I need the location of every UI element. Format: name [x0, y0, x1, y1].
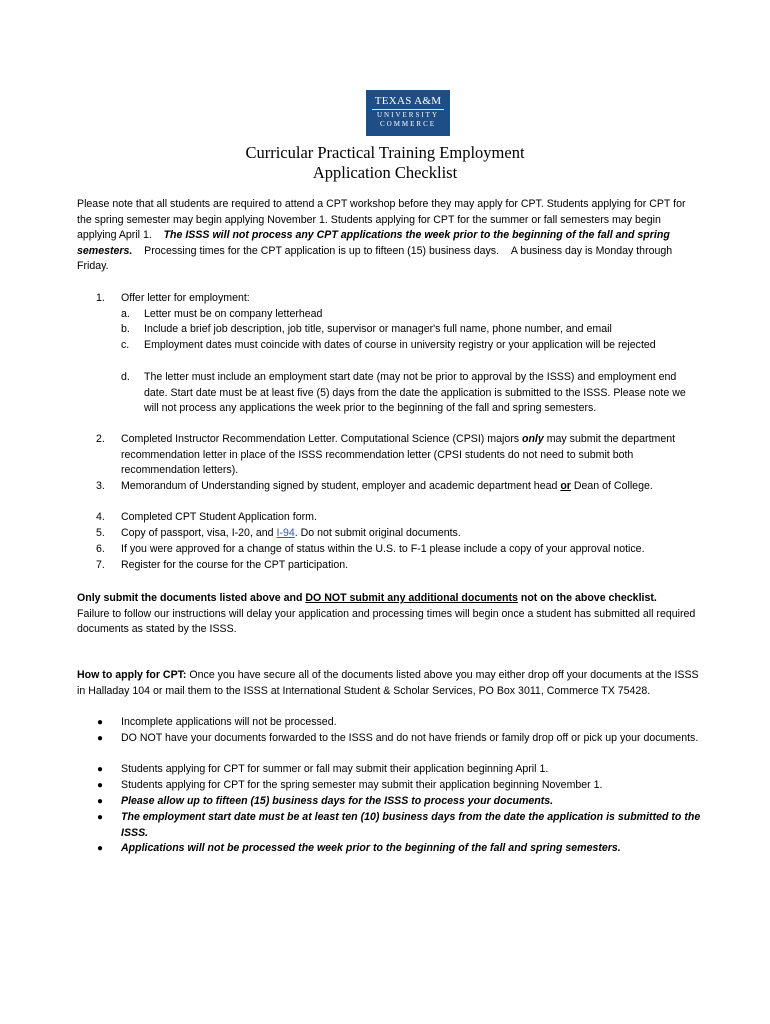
bullet-icon: ● [97, 796, 104, 807]
item-3-part-b: Dean of College. [573, 480, 653, 492]
bullet-icon: ● [97, 733, 104, 744]
logo-line-1: TEXAS A&M [374, 95, 442, 107]
how-to-paragraph [77, 668, 702, 699]
intro-warning: The ISSS will not process any CPT applications the week prior to the beginning of the fall and spring semesters. [77, 229, 670, 257]
notice-bold-1: Only submit the documents listed above and [77, 592, 303, 604]
document-subtitle: Application Checklist [312, 163, 458, 182]
item-3-emphasis: or [560, 480, 571, 492]
item-3-text [121, 479, 701, 495]
item-4-text: Completed CPT Student Application form. [121, 511, 317, 523]
intro-processing: Processing times for the CPT application is up to fifteen (15) business days. [144, 244, 500, 257]
sub-a-text: Letter must be on company letterhead [144, 308, 323, 320]
item-1-number: 1. [96, 292, 105, 304]
notice-bold-underline: DO NOT submit any additional documents [305, 592, 518, 604]
item-5-part-a: Copy of passport, visa, I-20, and [121, 527, 274, 539]
how-to-text: Once you have secure all of the documents listed above you may either drop off your documents at the ISSS in Halladay 104 or mail them to the ISSS at International Student & Scholar Services, PO Box 3011, Commerce TX 75428. [77, 669, 699, 697]
item-2-part-a: Completed Instructor Recommendation Letter. Computational Science (CPSI) majors [121, 433, 520, 445]
bullet-icon: ● [97, 717, 104, 728]
bullet-1-text: Incomplete applications will not be processed. [121, 716, 337, 728]
item-2-part-b: may submit the department recommendation letter in place of the ISSS recommendation letter (CPSI students do not need to submit both recommendation letters). [121, 433, 676, 477]
bullet-5-text: Please allow up to fifteen (15) business days for the ISSS to process your documents. [121, 795, 554, 807]
item-7-text: Register for the course for the CPT participation. [121, 559, 349, 571]
item-6-text: If you were approved for a change of status within the U.S. to F-1 please include a copy of your approval notice. [121, 543, 645, 555]
item-2-emphasis: only [521, 433, 544, 445]
item-7-number: 7. [96, 559, 105, 571]
notice-text: Failure to follow our instructions will delay your application and processing times will begin once a student has submitted all required documents as stated by the ISSS. [77, 607, 696, 636]
document-title: Curricular Practical Training Employment [245, 143, 525, 162]
item-2-text [121, 432, 701, 479]
item-5-part-b: . Do not submit original documents. [294, 527, 461, 539]
sub-b-text: Include a brief job description, job title, supervisor or manager's full name, phone number, and email [144, 323, 612, 335]
bullet-7-text: Applications will not be processed the week prior to the beginning of the fall and spring semesters. [121, 842, 621, 854]
university-logo [366, 90, 450, 136]
how-to-label: How to apply for CPT: [77, 669, 187, 681]
bullet-icon: ● [97, 780, 104, 791]
sub-a-letter: a. [121, 308, 130, 320]
notice-paragraph [77, 591, 702, 638]
sub-c-letter: c. [121, 339, 130, 351]
bullet-4-text: Students applying for CPT for the spring semester may submit their application beginning November 1. [121, 779, 603, 791]
logo-line-3: COMMERCE [379, 120, 437, 128]
sub-c-text: Employment dates must coincide with dates of course in university registry or your application will be rejected [144, 339, 656, 351]
intro-paragraph [77, 197, 699, 275]
intro-business-day: A business day is Monday through Friday. [77, 244, 673, 273]
logo-divider [372, 109, 444, 110]
item-3-number: 3. [96, 480, 105, 492]
notice-bold-2: not on the above checklist. [520, 592, 657, 604]
bullet-icon: ● [97, 843, 104, 854]
bullet-6-text: The employment start date must be at least ten (10) business days from the date the application is submitted to the ISSS. [121, 811, 701, 839]
bullet-2-text: DO NOT have your documents forwarded to the ISSS and do not have friends or family drop off or pick up your documents. [121, 732, 699, 744]
item-5-text [121, 526, 701, 542]
item-4-number: 4. [96, 511, 105, 523]
bullet-icon: ● [97, 764, 104, 775]
item-1-text: Offer letter for employment: [121, 292, 250, 304]
bullet-3-text: Students applying for CPT for summer or fall may submit their application beginning April 1. [121, 763, 549, 775]
item-3-part-a: Memorandum of Understanding signed by student, employer and academic department head [121, 480, 558, 492]
intro-text: Please note that all students are required to attend a CPT workshop before they may apply for CPT. Students applying for CPT for the spring semester may begin applying November 1. Students applying for CPT for the summer or fall semesters may begin applying April 1. [77, 198, 686, 242]
item-2-number: 2. [96, 433, 105, 445]
item-6-number: 6. [96, 543, 105, 555]
i94-link[interactable]: I-94 [276, 527, 295, 539]
sub-d-letter: d. [121, 371, 130, 383]
bullet-icon: ● [97, 812, 104, 823]
logo-line-2: UNIVERSITY [377, 111, 439, 119]
sub-b-letter: b. [121, 323, 130, 335]
item-5-number: 5. [96, 527, 105, 539]
sub-d-text: The letter must include an employment start date (may not be prior to approval by the ISSS) and employment end date. Start date must be at least five (5) days from the date the application is submitted to the ISSS. Please note we will not process any applications the week prior to the beginning of the fall and spring semesters. [144, 371, 686, 415]
